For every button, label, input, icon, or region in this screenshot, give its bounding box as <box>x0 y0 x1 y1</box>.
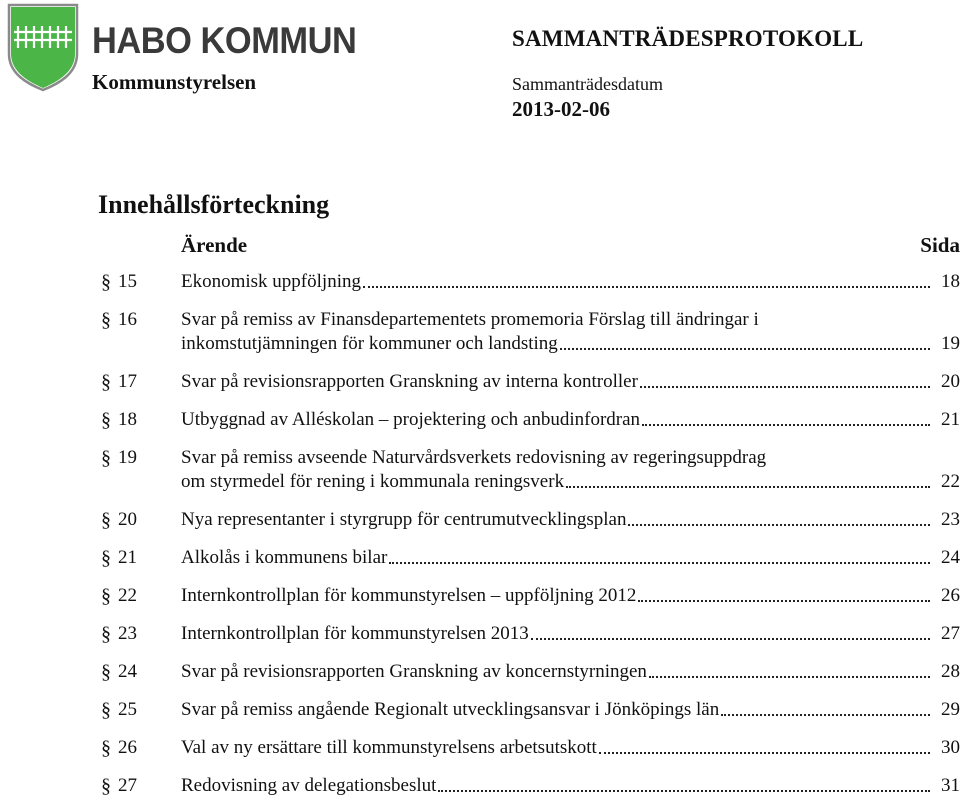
toc-entry-line <box>181 661 960 683</box>
toc-entry-page: 24 <box>941 547 960 568</box>
toc-entry-line <box>181 509 960 531</box>
toc-entry-page: 29 <box>941 699 960 720</box>
dot-leader <box>560 348 930 350</box>
toc-entry[interactable] <box>0 271 960 295</box>
dot-leader <box>649 676 930 678</box>
meeting-date-value: 2013-02-06 <box>512 97 610 121</box>
toc-entry-number: 21 <box>118 547 137 568</box>
toc-entry-line <box>181 371 960 393</box>
municipality-logo-text: HABO KOMMUN <box>92 20 357 61</box>
toc-entry-number: 16 <box>118 309 137 330</box>
toc-entry[interactable] <box>0 371 960 395</box>
toc-entry[interactable] <box>0 447 960 495</box>
paragraph-symbol: § <box>101 309 111 331</box>
paragraph-symbol: § <box>101 509 111 531</box>
toc-entry[interactable] <box>0 585 960 609</box>
toc-entry-line <box>181 737 960 759</box>
toc-entry-page: 31 <box>941 775 960 796</box>
paragraph-symbol: § <box>101 271 111 293</box>
toc-entry-page: 28 <box>941 661 960 682</box>
paragraph-symbol: § <box>101 623 111 645</box>
toc-entry-line <box>181 471 960 493</box>
toc-entry[interactable] <box>0 309 960 357</box>
toc-entry-number: 27 <box>118 775 137 796</box>
paragraph-symbol: § <box>101 737 111 759</box>
dot-leader <box>721 714 930 716</box>
toc-entry-title: Internkontrollplan för kommunstyrelsen 2013 <box>181 623 529 644</box>
toc-entry-title: Nya representanter i styrgrupp för centrumutvecklingsplan <box>181 509 627 530</box>
dot-leader <box>640 386 930 388</box>
toc-entry-page: 30 <box>941 737 960 758</box>
toc-entry-page: 21 <box>941 409 960 430</box>
toc-entry-number: 17 <box>118 371 137 392</box>
paragraph-symbol: § <box>101 371 111 393</box>
toc-entry-line <box>181 775 960 797</box>
toc-entry-title: Svar på remiss av Finansdepartementets promemoria Förslag till ändringar i <box>181 309 759 330</box>
toc-entry-number: 20 <box>118 509 137 530</box>
toc-entry-line <box>181 333 960 355</box>
toc-entry-number: 15 <box>118 271 137 292</box>
dot-leader <box>628 524 930 526</box>
paragraph-symbol: § <box>101 585 111 607</box>
toc-entry-title: Alkolås i kommunens bilar <box>181 547 388 568</box>
toc-title: Innehållsförteckning <box>98 190 330 219</box>
paragraph-symbol: § <box>101 661 111 683</box>
toc-entry-title: Svar på revisionsrapporten Granskning av koncernstyrningen <box>181 661 647 682</box>
toc-entry-number: 22 <box>118 585 137 606</box>
toc-entry-title: Svar på remiss avseende Naturvårdsverkets redovisning av regeringsuppdrag <box>181 447 767 468</box>
habo-crest-logo <box>6 2 80 92</box>
toc-entry-line <box>181 585 960 607</box>
toc-entry-title: Internkontrollplan för kommunstyrelsen – uppföljning 2012 <box>181 585 637 606</box>
paragraph-symbol: § <box>101 547 111 569</box>
column-header-page: Sida <box>920 233 960 257</box>
toc-entry-title: Svar på revisionsrapporten Granskning av interna kontroller <box>181 371 638 392</box>
toc-entry-number: 18 <box>118 409 137 430</box>
dot-leader <box>389 562 930 564</box>
dot-leader <box>638 600 930 602</box>
dot-leader <box>438 790 930 792</box>
organization-name: Kommunstyrelsen <box>92 70 257 94</box>
paragraph-symbol: § <box>101 775 111 797</box>
toc-entry[interactable] <box>0 409 960 433</box>
toc-entry-number: 24 <box>118 661 137 682</box>
toc-entry-line <box>181 623 960 645</box>
toc-entry-page: 27 <box>941 623 960 644</box>
toc-entry[interactable] <box>0 547 960 571</box>
toc-entry-line <box>181 699 960 721</box>
toc-entry-line <box>181 547 960 569</box>
dot-leader <box>566 486 930 488</box>
toc-entry-page: 19 <box>941 333 960 354</box>
toc-entry[interactable] <box>0 509 960 533</box>
toc-entry[interactable] <box>0 623 960 647</box>
paragraph-symbol: § <box>101 409 111 431</box>
toc-entry[interactable] <box>0 775 960 799</box>
paragraph-symbol: § <box>101 447 111 469</box>
toc-entry-title: om styrmedel för rening i kommunala reningsverk <box>181 471 565 492</box>
document-type: SAMMANTRÄDESPROTOKOLL <box>512 26 864 51</box>
toc-entry-title: Utbyggnad av Alléskolan – projektering och anbudinfordran <box>181 409 641 430</box>
dot-leader <box>531 638 930 640</box>
dot-leader <box>599 752 930 754</box>
toc-entry-line <box>181 409 960 431</box>
toc-entry-page: 26 <box>941 585 960 606</box>
toc-entry-number: 23 <box>118 623 137 644</box>
toc-entry[interactable] <box>0 699 960 723</box>
toc-entry-title: inkomstutjämningen för kommuner och landsting <box>181 333 558 354</box>
toc-entry-page: 18 <box>941 271 960 292</box>
toc-entry-page: 22 <box>941 471 960 492</box>
toc-entry[interactable] <box>0 661 960 685</box>
toc-entry-title: Ekonomisk uppföljning <box>181 271 361 292</box>
toc-entry-line <box>181 271 960 293</box>
paragraph-symbol: § <box>101 699 111 721</box>
toc-entry-number: 25 <box>118 699 137 720</box>
toc-entry-title: Val av ny ersättare till kommunstyrelsens arbetsutskott <box>181 737 597 758</box>
toc-entry-number: 26 <box>118 737 137 758</box>
toc-entry[interactable] <box>0 737 960 761</box>
column-header-subject: Ärende <box>181 233 248 257</box>
toc-entry-title: Redovisning av delegationsbeslut <box>181 775 437 796</box>
toc-entry-number: 19 <box>118 447 137 468</box>
meeting-date-label: Sammanträdesdatum <box>512 74 663 94</box>
dot-leader <box>642 424 930 426</box>
toc-entry-page: 23 <box>941 509 960 530</box>
dot-leader <box>363 286 930 288</box>
toc-entry-title: Svar på remiss angående Regionalt utvecklingsansvar i Jönköpings län <box>181 699 720 720</box>
toc-entry-page: 20 <box>941 371 960 392</box>
